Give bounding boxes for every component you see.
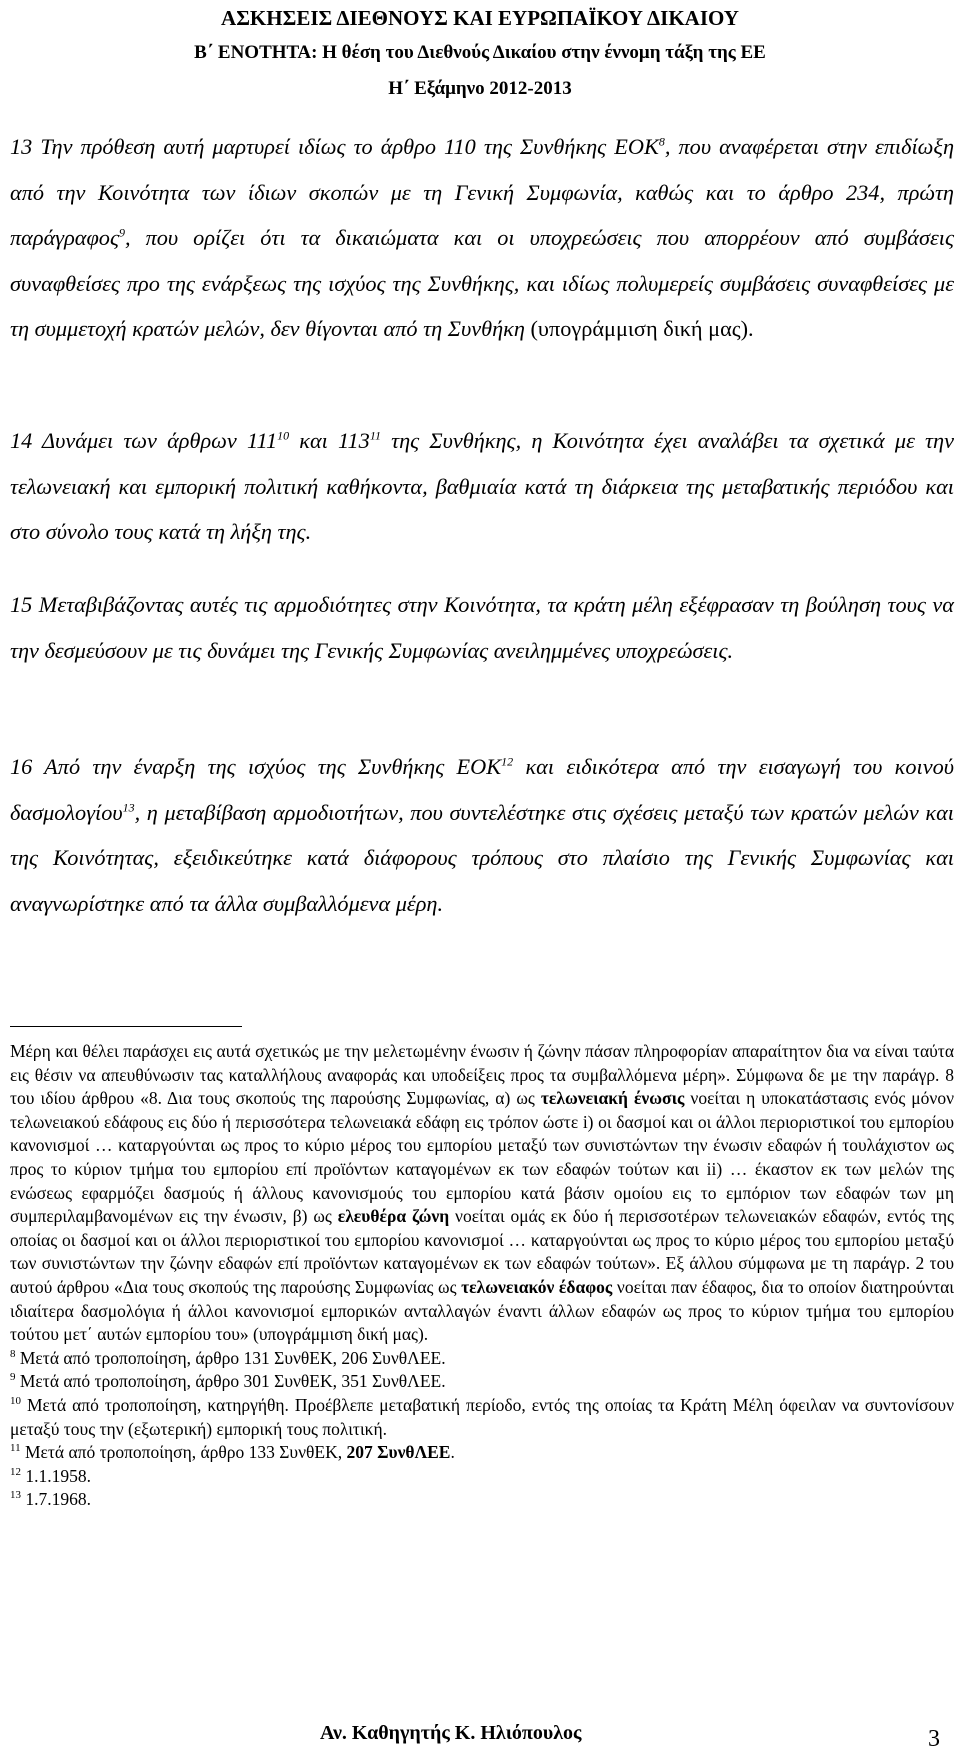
fn9-text: Μετά από τροποποίηση, άρθρο 301 ΣυνθΕΚ, 351 ΣυνθΛΕΕ. [15,1371,446,1392]
fn-cont-bold-3: τελωνειακόν έδαφος [461,1276,613,1297]
footnote-ref-12: 12 [501,754,514,769]
paragraph-13 [10,124,954,352]
p15-text: 15 Μεταβιβάζοντας αυτές τις αρμοδιότητες στην Κοινότητα, τα κράτη μέλη εξέφρασαν τη βούληση τους να την δεσμεύσουν με τις δυνάμει της Γενικής Συμφωνίας ανειλημμένες υποχρεώσεις. [10,592,954,663]
fn8-text: Μετά από τροποποίηση, άρθρο 131 ΣυνθΕΚ, 206 ΣυνθΛΕΕ. [15,1347,446,1368]
footnote-13 [10,1488,954,1512]
fn-cont-bold-2: ελευθέρα ζώνη [337,1206,450,1227]
course-title: ΑΣΚΗΣΕΙΣ ΔΙΕΘΝΟΥΣ ΚΑΙ ΕΥΡΩΠΑΪΚΟΥ ΔΙΚΑΙΟΥ [221,6,739,30]
paragraph-16 [10,744,954,926]
footnote-ref-9: 9 [119,225,126,240]
footnote-ref-8: 8 [658,134,665,149]
p14-text-a: 14 Δυνάμει των άρθρων 111 [10,428,278,453]
fn-cont-bold-1: τελωνειακή ένωσις [540,1088,685,1109]
p13-text-a: 13 Την πρόθεση αυτή μαρτυρεί ιδίως το άρθρο 110 της Συνθήκης ΕΟΚ [10,134,659,159]
footer-author: Αν. Καθηγητής Κ. Ηλιόπουλος [320,1722,582,1744]
semester: Η΄ Εξάμηνο 2012-2013 [388,78,572,99]
footnote-11 [10,1441,954,1465]
fn-cont-e: νοείται παν έδαφος, δια το οποίον διατηρούνται ιδιαίτερα δασμολόγια ή άλλοι κανονισμοί εμπορικών ανταλλαγών έναντι άλλων εδαφών ως προς το κύριον τμήμα του εμπορίου τούτου μετ΄ αυτών εμπορίου του» (υπογράμμιση δική μας). [10,1276,954,1345]
fn11-text: Μετά από τροποποίηση, άρθρο 133 ΣυνθΕΚ, [20,1442,347,1463]
p13-text-b: , που αναφέρεται στην επιδίωξη από την Κοινότητα των ίδιων σκοπών με τη Γενική Συμφωνία, καθώς και το άρθρο 234, πρώτη παράγραφος [10,134,955,250]
footnote-9 [10,1370,954,1394]
footnote-ref-10: 10 [277,428,290,443]
p16-text-c: , η μεταβίβαση αρμοδιοτήτων, που συντελέστηκε στις σχέσεις μεταξύ των κρατών μελών και της Κοινότητας, εξειδικεύτηκε κατά διάφορους τρόπους στο πλαίσιο της Γενικής Συμφωνίας και αναγνωρίστηκε από τα άλλα συμβαλλόμενα μέρη. [10,799,954,916]
footnote-ref-13: 13 [122,800,135,815]
fn11-bold: 207 ΣυνθΛΕΕ [346,1442,451,1463]
fn8-num: 8 [10,1347,16,1360]
p13-text-d: (υπογράμμιση δική μας). [524,316,754,341]
p13-text-c: , που ορίζει ότι τα δικαιώματα και οι υποχρεώσεις που απορρέουν από συμβάσεις συναφθείσες προ της ενάρξεως της ισχύος της Συνθήκης, και ιδίως πολυμερείς συμβάσεις συναφθείσες με τη συμμετοχή κρατών μελών, δεν θίγονται από τη Συνθήκη [10,225,954,341]
fn-cont-d: νοείται ομάς εκ δύο ή περισσοτέρων τελωνειακών εδαφών, εντός της οποίας οι δασμοί και οι άλλοι περιοριστικοί του εμπορίου κανονισμοί … καταργούνται ως προς το κύριο μέρος του εμπορίου μεταξύ των συνιστώντων την ζώνην εδαφών επί προϊόντων καταγομένων εκ των εδαφών τούτων». Εξ άλλου σύμφωνα με τη παράγρ. 2 του αυτού άρθρου «Δια τους σκοπούς της παρούσης Συμφωνίας ως [10,1206,954,1297]
footnotes [10,1040,954,1512]
footnote-ref-11: 11 [369,428,381,443]
fn11-end: . [450,1442,455,1463]
fn13-text: 1.7.1968. [21,1489,91,1510]
p16-text-a: 16 Από την έναρξη της ισχύος της Συνθήκης ΕΟΚ [10,754,502,779]
fn-cont-a: Μέρη και θέλει παράσχει εις αυτά σχετικώς με την μελετωμένην ένωσιν ή ζώνην πάσαν πληροφορίαν απαραίτητον δια να είναι ταύτα εις θέσιν να απευθύνωσιν τας καταλλήλους αναφοράς και υποδείξεις προς τα συμβαλλόμενα μέρη». Σύμφωνα δε με την παράγρ. 8 του ιδίου άρθρου «8. Δια τους σκοπούς της παρούσης Συμφωνίας, α) ως [10,1041,954,1109]
footnote-10 [10,1394,954,1441]
footnote-separator [10,1026,242,1027]
p16-text-b: και ειδικότερα από την εισαγωγή του κοινού δασμολογίου [10,754,955,825]
page-number: 3 [928,1726,940,1752]
fn10-num: 10 [10,1395,21,1408]
fn-cont-c: νοείται η υποκατάστασις ενός μόνον τελωνειακού εδάφους εις δύο ή περισσότερα τελωνειακά εδάφη εις τρόπον ώστε i) οι δασμοί και οι άλλοι περιοριστικοί του εμπορίου κανονισμοί … καταργούνται ως προς το κύριο μέρος του εμπορίου μεταξύ των συνιστώντων την ένωσιν εδαφών ή τουλάχιστον ως προς το κύριον τμήμα του εμπορίου επί προϊόντων καταγομένων εκ των εδαφών τούτων και ii) … έκαστον εκ των μελών της ενώσεως εφαρμόζει δασμούς ή άλλους κανονισμούς του εμπορίου κατά βάσιν ομοίου εις το εμπόριον των εδαφών των μη συμπεριλαμβανομένων εις την ένωσιν, β) ως [10,1088,954,1227]
fn9-num: 9 [10,1371,16,1384]
unit-title: Β΄ ΕΝΟΤΗΤΑ: Η θέση του Διεθνούς Δικαίου στην έννομη τάξη της ΕΕ [194,42,766,63]
fn13-num: 13 [10,1489,21,1502]
fn11-num: 11 [10,1442,21,1455]
p14-text-c: της Συνθήκης, η Κοινότητα έχει αναλάβει τα σχετικά με την τελωνειακή και εμπορική πολιτική καθήκοντα, βαθμιαία κατά τη διάρκεια της μεταβατικής περιόδου και στο σύνολο τους κατά τη λήξη της. [10,428,954,544]
p14-text-b: και 113 [289,428,370,453]
paragraph-14 [10,418,954,555]
fn12-text: 1.1.1958. [21,1465,91,1486]
paragraph-15 [10,582,954,673]
footnote-8 [10,1347,954,1371]
footnote-continuation [10,1040,954,1347]
fn12-num: 12 [10,1465,21,1478]
fn10-text: Μετά από τροποποίηση, κατηργήθη. Προέβλεπε μεταβατική περίοδο, εντός της οποίας τα Κράτη Μέλη όφειλαν να συντονίσουν μεταξύ τους την (εξωτερική) εμπορική τους πολιτική. [10,1394,954,1439]
footnote-12 [10,1465,954,1489]
